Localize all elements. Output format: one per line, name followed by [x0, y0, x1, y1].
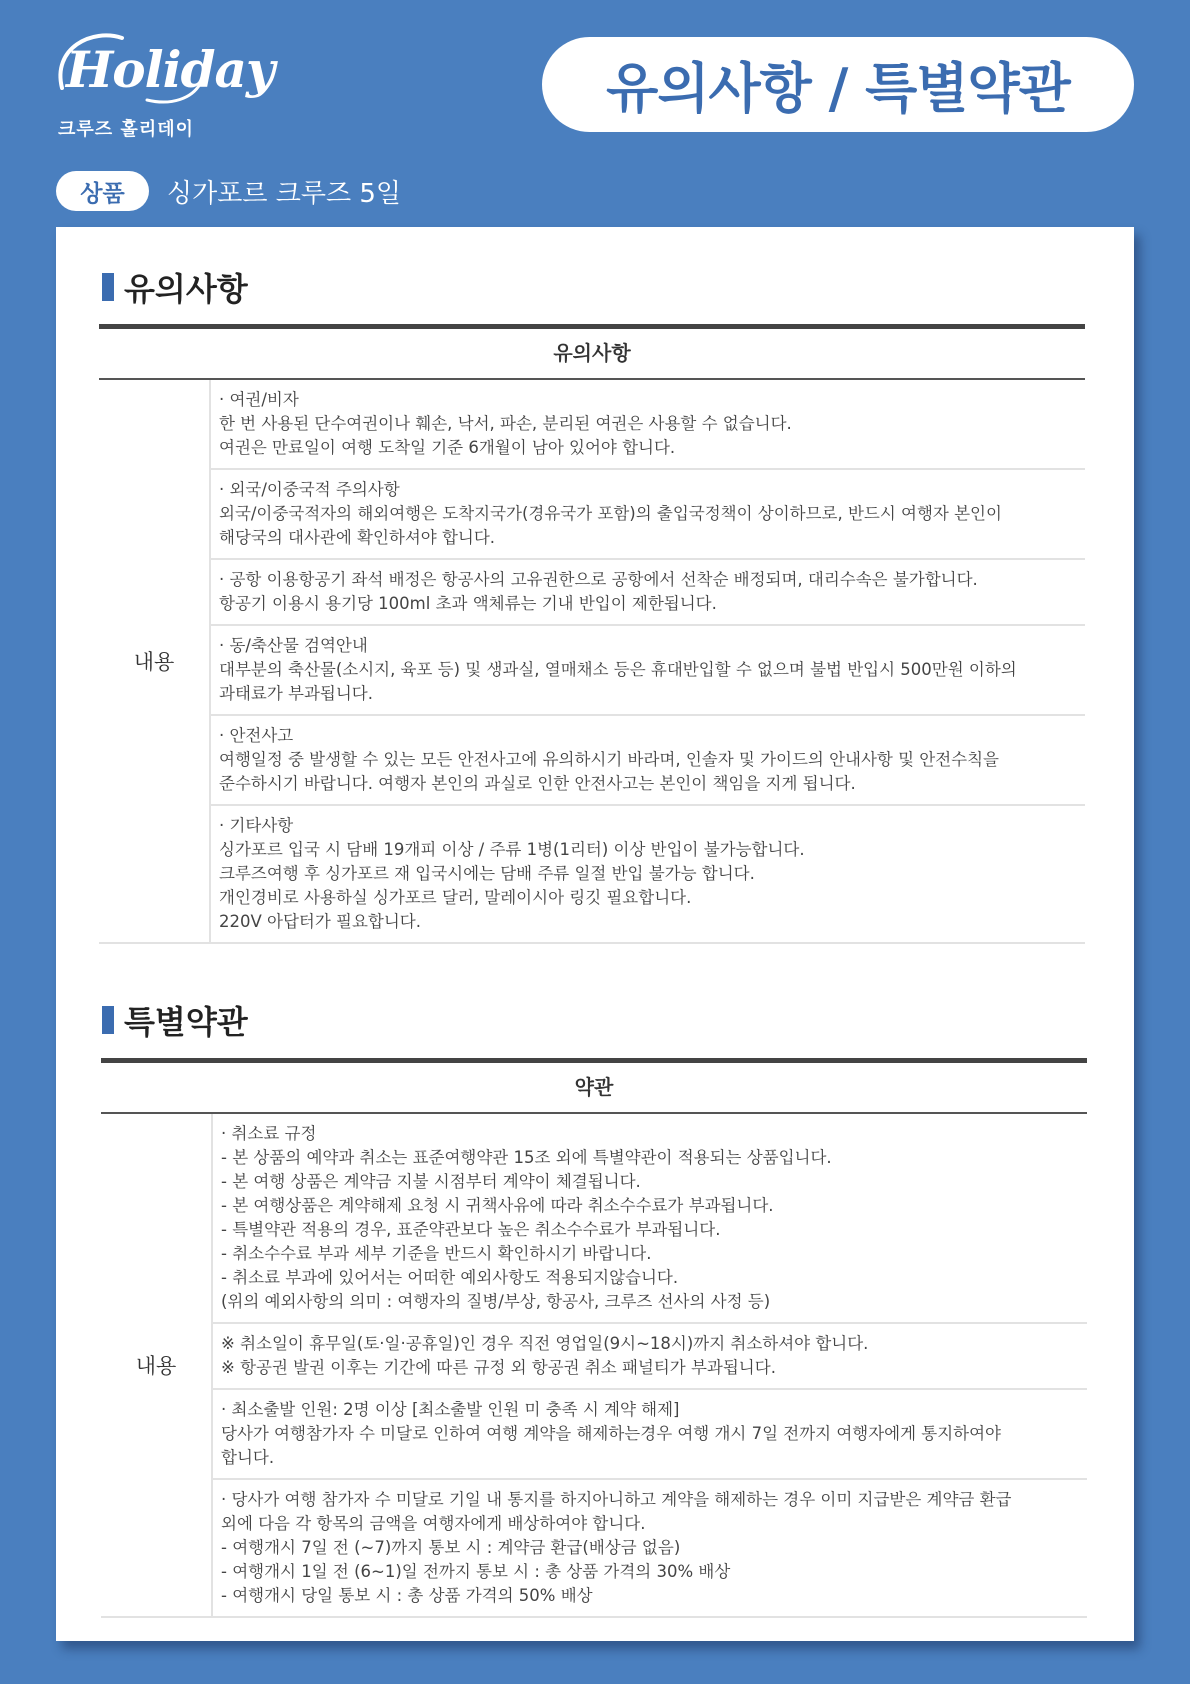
notice-table — [99, 324, 1085, 944]
notice-table-body — [99, 380, 1085, 944]
brand-logo — [48, 26, 274, 141]
content-card — [56, 227, 1134, 1641]
terms-item-compensation: · 당사가 여행 참가자 수 미달로 기일 내 통지를 하지아니하고 계약을 해제하는 경우 이미 지급받은 계약금 환급 외에 다음 각 항목의 금액을 여행자에게 배상하여야 합니다. - 여행개시 7일 전 (~7)까지 통보 시 : 계약금 환급(배상금 없음) - 여행개시 1일 전 (6~1)일 전까지 통보 시 : 총 상품 가격의 30% 배상 - 여행개시 당일 통보 시 : 총 상품 가격의 50% 배상 — [221, 1490, 1012, 1605]
terms-item-cancellation: · 취소료 규정 - 본 상품의 예약과 취소는 표준여행약관 15조 외에 특별약관이 적용되는 상품입니다. - 본 여행 상품은 계약금 지불 시점부터 계약이 체결됩니다. - 본 여행상품은 계약해제 요청 시 귀책사유에 따라 취소수수료가 부과됩니다. - 특별약관 적용의 경우, 표준약관보다 높은 취소수수료가 부과됩니다. - 취소수수료 부과 세부 기준을 반드시 확인하시기 바랍니다. - 취소료 부과에 있어서는 어떠한 예외사항도 적용되지않습니다. (위의 예외사항의 의미 : 여행자의 질병/부상, 항공사, 크루즈 선사의 사정 등) — [213, 1114, 1087, 1324]
terms-table-header: 약관 — [101, 1058, 1087, 1114]
terms-content-cell — [213, 1114, 1087, 1616]
notice-item-etc: · 기타사항 싱가포르 입국 시 담배 19개피 이상 / 주류 1병(1리터) 이상 반입이 불가능합니다. 크루즈여행 후 싱가포르 재 입국시에는 담배 주류 일절 반입 불가능 합니다. 개인경비로 사용하실 싱가포르 달러, 말레이시아 링깃 필요합니다. 220V 아답터가 필요합니다. — [219, 816, 805, 931]
notice-table-header: 유의사항 — [99, 324, 1085, 380]
notice-item-nationality: · 외국/이중국적 주의사항 외국/이중국적자의 해외여행은 도착지국가(경유국가 포함)의 출입국정책이 상이하므로, 반드시 여행자 본인이 해당국의 대사관에 확인하셔야 합니다. — [211, 470, 1085, 560]
product-row — [56, 171, 401, 211]
notice-section-heading — [102, 267, 248, 307]
terms-item-holiday-notice: ※ 취소일이 휴무일(토·일·공휴일)인 경우 직전 영업일(9시~18시)까지 취소하셔야 합니다. ※ 항공권 발권 이후는 기간에 따른 규정 외 항공권 취소 패널티가 부과됩니다. — [213, 1324, 1087, 1390]
terms-section-heading — [102, 1000, 248, 1040]
terms-heading-text: 특별약관 — [124, 1003, 248, 1041]
section-marker — [102, 1006, 114, 1034]
notice-item-passport: · 여권/비자 한 번 사용된 단수여권이나 훼손, 낙서, 파손, 분리된 여권은 사용할 수 없습니다. 여권은 만료일이 여행 도착일 기준 6개월이 남아 있어야 합니다. — [211, 380, 1085, 470]
product-badge: 상품 — [56, 171, 149, 211]
notice-item-safety: · 안전사고 여행일정 중 발생할 수 있는 모든 안전사고에 유의하시기 바라며, 인솔자 및 가이드의 안내사항 및 안전수칙을 준수하시기 바랍니다. 여행자 본인의 과실로 인한 안전사고는 본인이 책임을 지게 됩니다. — [211, 716, 1085, 806]
notice-row-label: 내용 — [99, 380, 211, 942]
logo-script-text: Holiday — [66, 40, 274, 99]
notice-item-airport: · 공항 이용항공기 좌석 배정은 항공사의 고유권한으로 공항에서 선착순 배정되며, 대리수속은 불가합니다. 항공기 이용시 용기당 100ml 초과 액체류는 기내 반입이 제한됩니다. — [211, 560, 1085, 626]
section-marker — [102, 273, 114, 301]
notice-item-quarantine: · 동/축산물 검역안내 대부분의 축산물(소시지, 육포 등) 및 생과실, 열매채소 등은 휴대반입할 수 없으며 불법 반입시 500만원 이하의 과태료가 부과됩니다. — [211, 626, 1085, 716]
terms-row-label: 내용 — [101, 1114, 213, 1616]
page-title: 유의사항 / 특별약관 — [542, 37, 1134, 132]
terms-item-minimum-participants: · 최소출발 인원: 2명 이상 [최소출발 인원 미 충족 시 계약 해제] 당사가 여행참가자 수 미달로 인하여 여행 계약을 해제하는경우 여행 개시 7일 전까지 여행자에게 통지하여야 합니다. — [213, 1390, 1087, 1480]
terms-table-body — [101, 1114, 1087, 1618]
logo-subtitle: 크루즈 홀리데이 — [58, 119, 194, 140]
product-name: 싱가포르 크루즈 5일 — [167, 178, 401, 209]
notice-content-cell — [211, 380, 1085, 942]
notice-heading-text: 유의사항 — [124, 270, 248, 308]
terms-table — [101, 1058, 1087, 1618]
